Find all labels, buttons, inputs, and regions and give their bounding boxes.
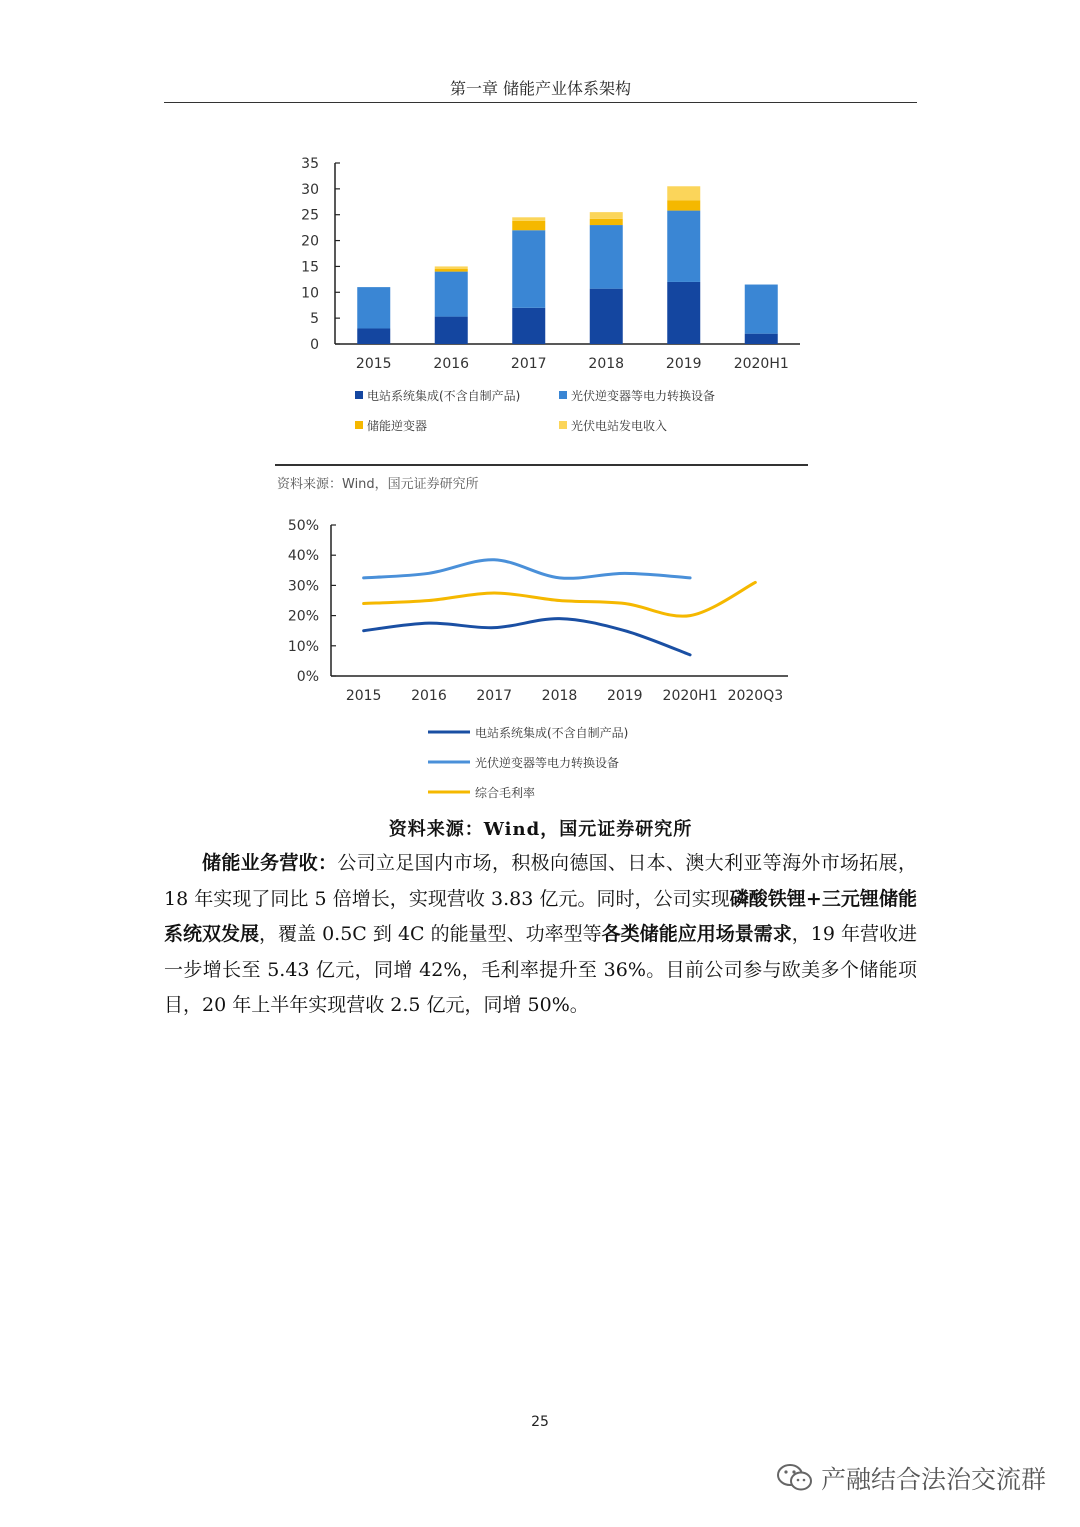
y-tick-label: 10	[301, 285, 319, 302]
y-tick-label: 10%	[287, 638, 319, 655]
paragraph-run: 各类储能应用场景需求	[601, 923, 792, 945]
figure-source: 资料来源：Wind，国元证券研究所	[388, 819, 693, 840]
paragraph-run: ，19 年营收进一步增长至 5.43 亿元，同增 42%，毛利率提升至 36%。目前公司参与欧美多个储能项目，20 年上半年实现营收 2.5 亿元，同增 50%。	[164, 923, 917, 1016]
x-tick-label: 2020Q3	[727, 688, 784, 704]
y-tick-label: 0%	[296, 669, 319, 685]
x-tick-label: 2016	[433, 356, 470, 372]
legend-label: 电站系统集成(不含自制产品)	[475, 726, 629, 740]
x-tick-label: 2017	[510, 356, 547, 372]
legend-label: 光伏电站发电收入	[571, 419, 668, 433]
paragraph-run: ，覆盖 0.5C 到 4C 的能量型、功率型等	[259, 923, 602, 945]
y-tick-label: 20%	[287, 608, 319, 625]
watermark-text: 产融结合法治交流群	[820, 1465, 1046, 1494]
x-tick-label: 2015	[355, 356, 392, 372]
x-tick-label: 2020H1	[733, 356, 789, 372]
x-tick-label: 2019	[606, 688, 643, 704]
y-tick-label: 15	[301, 259, 319, 276]
legend-label: 电站系统集成(不含自制产品)	[367, 389, 521, 403]
paragraph-run: 磷酸铁锂+三元锂储能系统双发展	[164, 887, 917, 945]
paragraph-run: 储能业务营收：	[202, 852, 338, 874]
page-number: 25	[531, 1414, 549, 1430]
y-tick-label: 5	[310, 311, 319, 328]
chart-source: 资料来源：Wind，国元证券研究所	[277, 477, 479, 492]
x-tick-label: 2019	[665, 356, 702, 372]
legend-label: 光伏逆变器等电力转换设备	[475, 756, 620, 770]
x-tick-label: 2018	[541, 688, 578, 704]
legend-label: 光伏逆变器等电力转换设备	[571, 389, 716, 403]
paragraph-run: 公司立足国内市场，积极向德国、日本、澳大利亚等海外市场拓展，18 年实现了同比 5 倍增长，实现营收 3.83 亿元。同时，公司实现	[164, 852, 917, 910]
y-tick-label: 0	[310, 337, 319, 353]
y-tick-label: 40%	[287, 548, 319, 565]
x-tick-label: 2018	[588, 356, 625, 372]
y-tick-label: 25	[301, 207, 319, 224]
body-paragraph	[164, 846, 917, 1024]
y-tick-label: 20	[301, 233, 319, 250]
y-tick-label: 35	[301, 156, 319, 172]
series-line	[364, 560, 690, 579]
y-tick-label: 50%	[287, 518, 319, 534]
y-tick-label: 30	[301, 181, 319, 198]
series-line	[364, 582, 756, 616]
legend-label: 储能逆变器	[367, 419, 428, 433]
wechat-icon	[775, 1462, 815, 1494]
watermark	[775, 1460, 1046, 1496]
y-tick-label: 30%	[287, 578, 319, 595]
x-tick-label: 2017	[476, 688, 513, 704]
x-tick-label: 2016	[411, 688, 447, 704]
series-line	[364, 619, 690, 655]
x-tick-label: 2020H1	[662, 688, 718, 704]
legend-label: 综合毛利率	[475, 786, 536, 800]
running-header: 第一章 储能产业体系架构	[449, 79, 632, 98]
x-tick-label: 2015	[345, 688, 382, 704]
